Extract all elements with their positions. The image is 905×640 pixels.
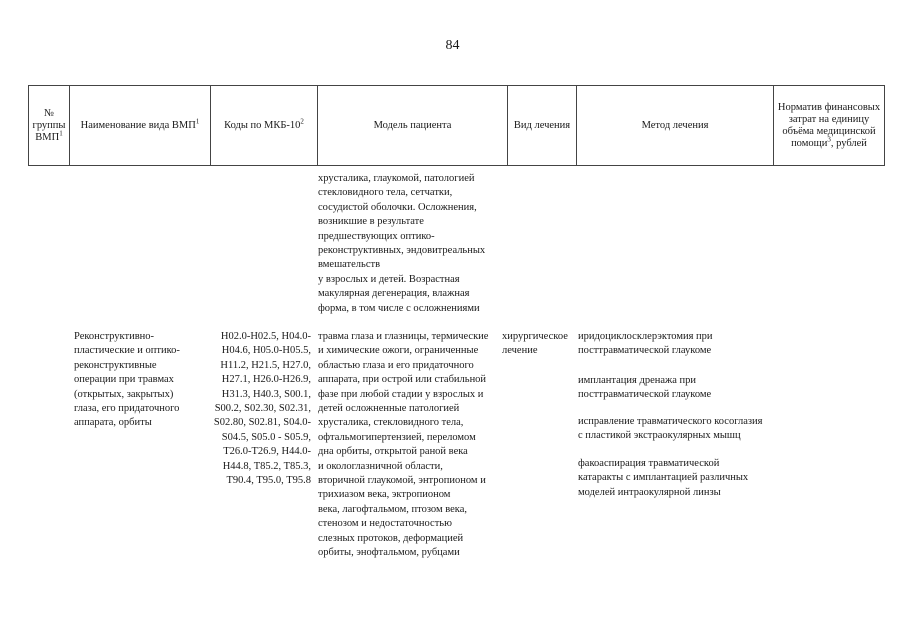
header-norm-cost: Норматив финансовых затрат на единицу объёма медицинской помощи$^3$, рублей — [774, 86, 885, 166]
treatment-method-item: имплантация дренажа при посттравматической глаукоме — [578, 375, 712, 401]
header-mkb-codes: Коды по МКБ-$10^2$ — [211, 86, 318, 166]
header-patient-model: Модель пациента — [318, 86, 508, 166]
header-group-number: № группы ВМП$^1$ — [29, 86, 70, 166]
header-treatment-method: Метод лечения — [577, 86, 774, 166]
vmp-name-cell: Реконструктивно- пластические и оптико- реконструктивные операции при травмах (открытых, закрытых) глаза, его придаточного аппарата, орбиты — [74, 331, 180, 429]
table-header — [28, 85, 885, 166]
treatment-method-item: иридоциклосклерэктомия при посттравматической глаукоме — [578, 331, 713, 357]
treatment-method-item: исправление травматического косоглазия с пластикой экстраокулярных мышц — [578, 416, 763, 442]
patient-model-cell: травма глаза и глазницы, термические и химические ожоги, ограниченные областью глаза и его придаточного аппарата, при острой или стабильной фазе при любой стадии у взрослых и детей осложненные патологией хрусталика, стекловидного тела, офтальмогипертензией, переломом дна орбиты, открытой раной века и окологлазничной области, вторичной глаукомой, энтропионом и трихиазом века, эктропионом века, лагофтальмом, птозом века, стенозом и недостаточностью слезных протоков, деформацией орбиты, энофтальмом, рубцами — [318, 331, 489, 559]
mkb-codes-cell: H02.0-H02.5, H04.0- H04.6, H05.0-H05.5, H11.2, H21.5, H27.0, H27.1, H26.0-H26.9, H31.3, H40.3, S00.1, S00.2, S02.30, S02.31, S02.80, S02.81, S04.0- S04.5, S05.0 - S05.9, T26.0-T26.9, H44.0- H44.8, T85.2, T85.3, T90.4, T95.0, T95.8 — [213, 331, 311, 487]
header-vmp-name: Наименование вида ВМП$^1$ — [70, 86, 211, 166]
continuation-patient-model: хрусталика, глаукомой, патологией стекловидного тела, сетчатки, сосудистой оболочки. Осложнения, возникшие в результате предшествующих оптико- реконструктивных, эндовитреальных вмешательств у взрослых и детей. Возрастная макулярная дегенерация, влажная форма, в том числе с осложнениями — [318, 173, 486, 314]
treatment-type-cell: хирургическое лечение — [502, 331, 568, 357]
page-number: 84 — [445, 38, 460, 53]
treatment-method-item: факоаспирация травматической катаракты с имплантацией различных моделей интраокулярной линзы — [578, 458, 749, 498]
header-treatment-type: Вид лечения — [508, 86, 577, 166]
